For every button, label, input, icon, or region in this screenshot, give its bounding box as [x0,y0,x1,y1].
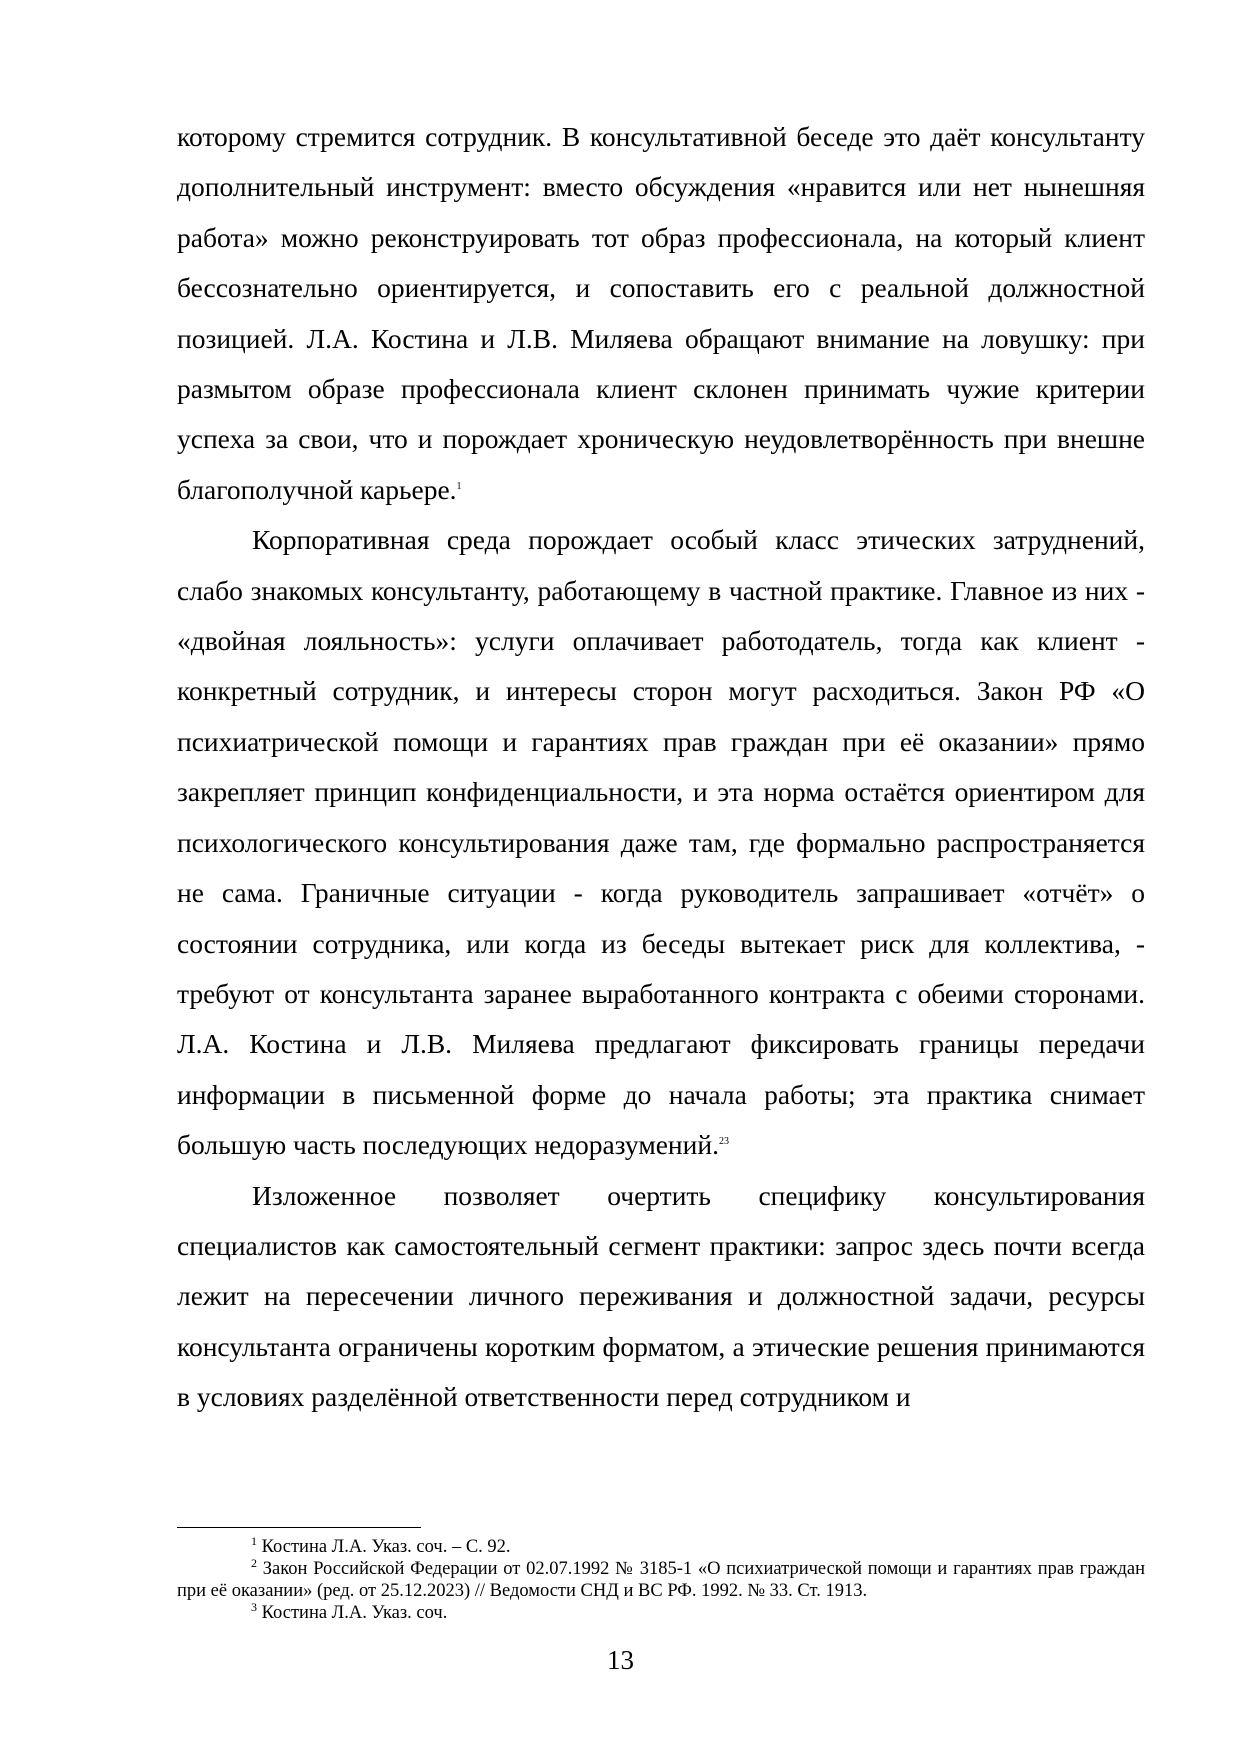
paragraph-2-text: Корпоративная среда порождает особый класс этических затруднений, слабо знакомых консультанту, работающему в частной практике. Главное из них - «двойная лояльность»: услуги оплачивает работодатель, тогда как клиент - конкретный сотрудник, и интересы сторон могут расходиться. Закон РФ «О психиатрической помощи и гарантиях прав граждан при её оказании» прямо закрепляет принцип конфиденциальности, и эта норма остаётся ориентиром для психологического консультирования даже там, где формально распространяется не сама. Граничные ситуации - когда руководитель запрашивает «отчёт» о состоянии сотрудника, или когда из беседы вытекает риск для коллектива, - требуют от консультанта заранее выработанного контракта с обеими сторонами. Л.А. Костина и Л.В. Миляева предлагают фиксировать границы передачи информации в письменной форме до начала работы; эта практика снимает большую часть последующих недоразумений. [177,524,1145,1161]
footnotes [177,1533,1145,1624]
body-text [177,112,1145,1423]
footnote-3-text: Костина Л.А. Указ. соч. [261,1603,448,1623]
footnote-3-number: 3 [251,1599,257,1614]
paragraph-2 [177,515,1145,1170]
footnote-ref-1: 1 [456,480,462,492]
footnote-1-text: Костина Л.А. Указ. соч. – С. 92. [261,1537,511,1557]
footnote-2-text: Закон Российской Федерации от 02.07.1992 № 3185-1 «О психиатрической помощи и гарантиях прав граждан при её оказании» (ред. от 25.12.2023) // Ведомости СНД и ВС РФ. 1992. № 33. Ст. 1913. [177,1559,1145,1601]
paragraph-3 [177,1171,1145,1423]
footnote-2-number: 2 [251,1555,257,1570]
paragraph-1 [177,112,1145,515]
footnote-1 [177,1533,1145,1558]
paragraph-1-text: которому стремится сотрудник. В консультативной беседе это даёт консультанту дополнительный инструмент: вместо обсуждения «нравится или нет нынешняя работа» можно реконструировать тот образ профессионала, на который клиент бессознательно ориентируется, и сопоставить его с реальной должностной позицией. Л.А. Костина и Л.В. Миляева обращают внимание на ловушку: при размытом образе профессионала клиент склонен принимать чужие критерии успеха за свои, что и порождает хроническую неудовлетворённость при внешне благополучной карьере. [177,121,1145,505]
page-number: 13 [607,1645,634,1675]
paragraph-3-text: Изложенное позволяет очертить специфику консультирования специалистов как самостоятельный сегмент практики: запрос здесь почти всегда лежит на пересечении личного переживания и должностной задачи, ресурсы консультанта ограничены коротким форматом, а этические решения принимаются в условиях разделённой ответственности перед сотрудником и [177,1179,1145,1413]
footnote-2 [177,1555,1145,1602]
footnote-separator [177,1527,421,1528]
footnote-ref-23: 23 [718,1135,729,1147]
footnote-3 [177,1599,1145,1624]
footnote-1-number: 1 [251,1533,257,1548]
